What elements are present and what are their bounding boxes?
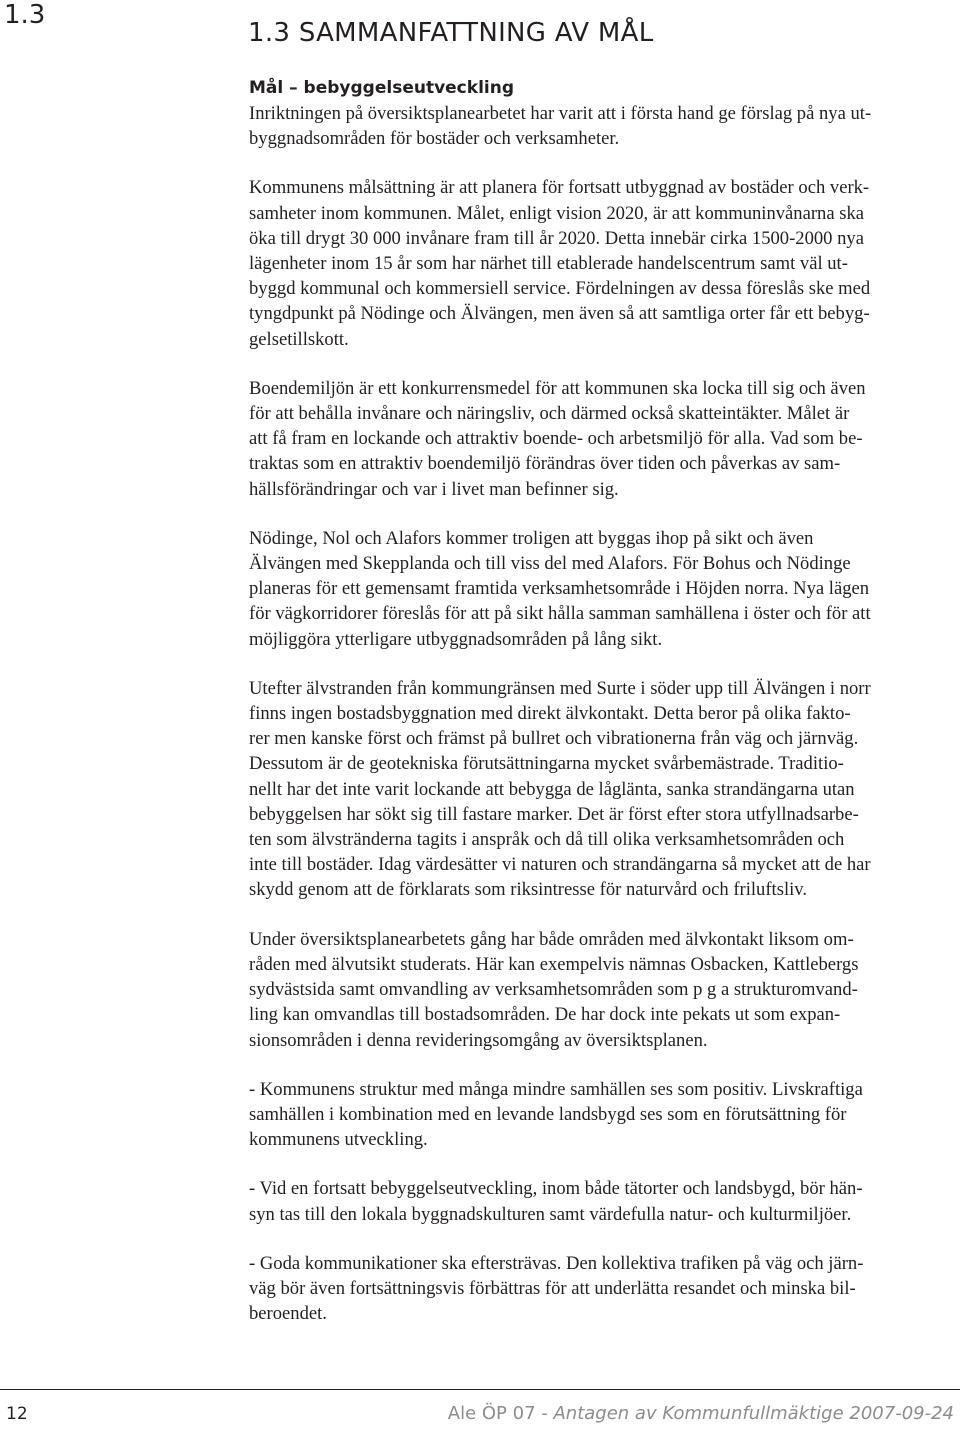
text-line: ten som älvstränderna tagits i anspråk och då till olika verksamhetsområden och [249,829,845,851]
text-line: att få fram en lockande och attraktiv boende- och arbetsmiljö för alla. Vad som be- [249,428,863,450]
page-title: 1.3 SAMMANFATTNING AV MÅL [248,18,654,48]
text-line: hällsförändringar och var i livet man befinner sig. [249,478,619,500]
chapter-tab-label: 1.3 [4,0,46,30]
footer-document-title [448,1403,954,1424]
footer-title-prefix: Ale ÖP 07 - [447,1403,554,1424]
text-line: Inriktningen på översiktsplanearbetet har varit att i första hand ge förslag på nya ut- [249,103,872,124]
text-line: Kommunens målsättning är att planera för fortsatt utbyggnad av bostäder och verk- [249,177,870,199]
paragraph [249,376,955,502]
text-line: - Goda kommunikationer ska eftersträvas. Den kollektiva trafiken på väg och järn- [249,1252,864,1274]
main-content [249,76,955,1350]
text-line: råden med älvutsikt studerats. Här kan exempelvis nämnas Osbacken, Kattlebergs [249,953,859,975]
text-line: byggd kommunal och kommersiell service. Fördelningen av dessa föreslås ske med [249,278,871,300]
text-line: tyngdpunkt på Nödinge och Älvängen, men även så att samtliga orter får ett bebyg- [249,303,870,325]
text-line: Älvängen med Skepplanda och till viss del med Alafors. För Bohus och Nödinge [249,553,851,575]
text-line: för vägkorridorer föreslås för att på sikt hålla samman samhällena i öster och för att [249,603,871,625]
text-line: nellt har det inte varit lockande att bebygga de låglänta, sanka strandängarna utan [249,778,855,800]
paragraph [249,927,955,1053]
text-line: möjliggöra ytterligare utbyggnadsområden på lång sikt. [249,628,663,650]
text-line: lägenheter inom 15 år som har närhet till etablerade handelscentrum samt väl ut- [249,253,848,275]
text-line: Under översiktsplanearbetets gång har både områden med älvkontakt liksom om- [249,928,854,950]
text-line: Boendemiljön är ett konkurrensmedel för att kommunen ska locka till sig och även [249,377,866,399]
section-subheading: Mål – bebyggelseutveckling [249,78,514,98]
text-line: - Vid en fortsatt bebyggelseutveckling, inom både tätorter och landsbygd, bör hän- [249,1178,863,1200]
text-line: traktas som en attraktiv boendemiljö förändras över tiden och påverkas av sam- [249,453,841,475]
text-line: syn tas till den lokala byggnadskulturen samt värdefulla natur- och kulturmiljöer. [249,1203,852,1225]
text-line: sionsområden i denna revideringsomgång av översiktsplanen. [249,1029,708,1051]
text-line: skydd genom att de förklarats som riksintresse för naturvård och friluftsliv. [249,879,808,901]
footer-divider [0,1389,960,1390]
text-line: rer men kanske först och främst på bullret och vibrationerna från väg och järnväg. [249,728,859,750]
text-line: inte till bostäder. Idag värdesätter vi naturen och strandängarna så mycket att de har [249,854,871,876]
text-line: Utefter älvstranden från kommungränsen med Surte i söder upp till Älvängen i norr [249,677,871,699]
text-line: finns ingen bostadsbyggnation med direkt älvkontakt. Detta beror på olika fakto- [249,703,851,725]
text-line: kommunens utveckling. [249,1129,428,1151]
text-line: Nödinge, Nol och Alafors kommer troligen att byggas ihop på sikt och även [249,527,814,549]
paragraph [249,526,955,652]
text-line: ling kan omvandlas till bostadsområden. De har dock inte pekats ut som expan- [249,1004,841,1026]
text-line: gelsetillskott. [249,328,349,350]
text-line: byggnadsområden för bostäder och verksamheter. [249,128,620,150]
page-number: 12 [6,1404,28,1424]
text-line: väg bör även fortsättningsvis förbättras för att underlätta resandet och minska bil- [249,1277,856,1299]
text-line: för att behålla invånare och näringsliv, och därmed också skatteintäkter. Målet är [249,403,850,425]
bullet-paragraph [249,1251,955,1327]
paragraph [249,175,955,351]
text-line: sydvästsida samt omvandling av verksamhetsområden som p g a strukturomvand- [249,979,858,1001]
text-line: Dessutom är de geotekniska förutsättningarna mycket svårbemästrade. Traditio- [249,753,844,775]
text-line: - Kommunens struktur med många mindre samhällen ses som positiv. Livskraftiga [249,1078,863,1100]
footer-title-adoption: Antagen av Kommunfullmäktige 2007-09-24 [553,1403,954,1424]
paragraph [249,676,955,903]
text-line: planeras för ett gemensamt framtida verksamhetsområde i Höjden norra. Nya lägen [249,578,870,600]
bullet-paragraph [249,1176,955,1226]
text-line: beroendet. [249,1303,327,1325]
text-line: samheter inom kommunen. Målet, enligt vision 2020, är att kommuninvånarna ska [249,202,865,224]
text-line: bebyggelsen har sökt sig till fastare marker. Det är först efter stora utfyllnadsarbe- [249,803,859,825]
bullet-paragraph [249,1077,955,1153]
text-line: öka till drygt 30 000 invånare fram till år 2020. Detta innebär cirka 1500-2000 nya [249,227,864,249]
paragraph [249,101,955,151]
text-line: samhällen i kombination med en levande landsbygd ses som en förutsättning för [249,1103,847,1125]
